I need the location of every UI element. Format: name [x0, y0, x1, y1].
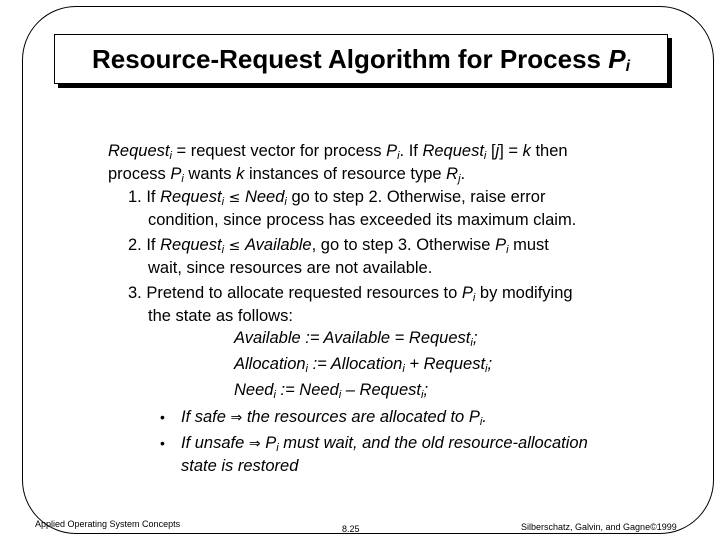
step-2: 2. If Request$_i$ ≤ Available, go to step 3. Otherwise $P_i$ must: [128, 236, 549, 256]
assign-allocation: Allocation$_i$ := Allocation$_i$ + Request$_i$;: [234, 355, 493, 375]
step-1: 1. If Request$_i$ ≤ Need$_i$ go to step 2. Otherwise, raise error: [128, 188, 546, 208]
assign-need: Need$_i$ := Need$_i$ – Request$_i$;: [234, 381, 429, 401]
bullet-safe: If safe ⇒ the resources are allocated to $P_i$.: [181, 408, 487, 428]
footer-page-number: 8.25: [342, 524, 360, 534]
step-3-cont: the state as follows:: [148, 307, 293, 325]
line-request-def-cont: process $P_i$ wants k instances of resource type $R_j$.: [108, 165, 466, 185]
assign-available: Available := Available = Request$_i$;: [234, 329, 478, 349]
step-2-cont: wait, since resources are not available.: [148, 259, 433, 277]
step-3: 3. Pretend to allocate requested resources to $P_i$ by modifying: [128, 284, 573, 304]
footer-right: Silberschatz, Galvin, and Gagne©1999: [521, 522, 677, 532]
bullet-marker: •: [160, 409, 165, 425]
step-1-cont: condition, since process has exceeded its maximum claim.: [148, 211, 577, 229]
bullet-unsafe-cont: state is restored: [181, 457, 299, 475]
footer-left: Applied Operating System Concepts: [35, 519, 181, 529]
bullet-unsafe: If unsafe ⇒ $P_i$ must wait, and the old resource-allocation: [181, 434, 588, 454]
bullet-marker: •: [160, 435, 165, 451]
line-request-def: Request$_i$ = request vector for process $P_i$. If Request$_i$ [j] = k then: [108, 142, 568, 162]
title-box: [54, 34, 668, 84]
slide-title: Resource-Request Algorithm for Process $P_i$: [91, 43, 631, 75]
